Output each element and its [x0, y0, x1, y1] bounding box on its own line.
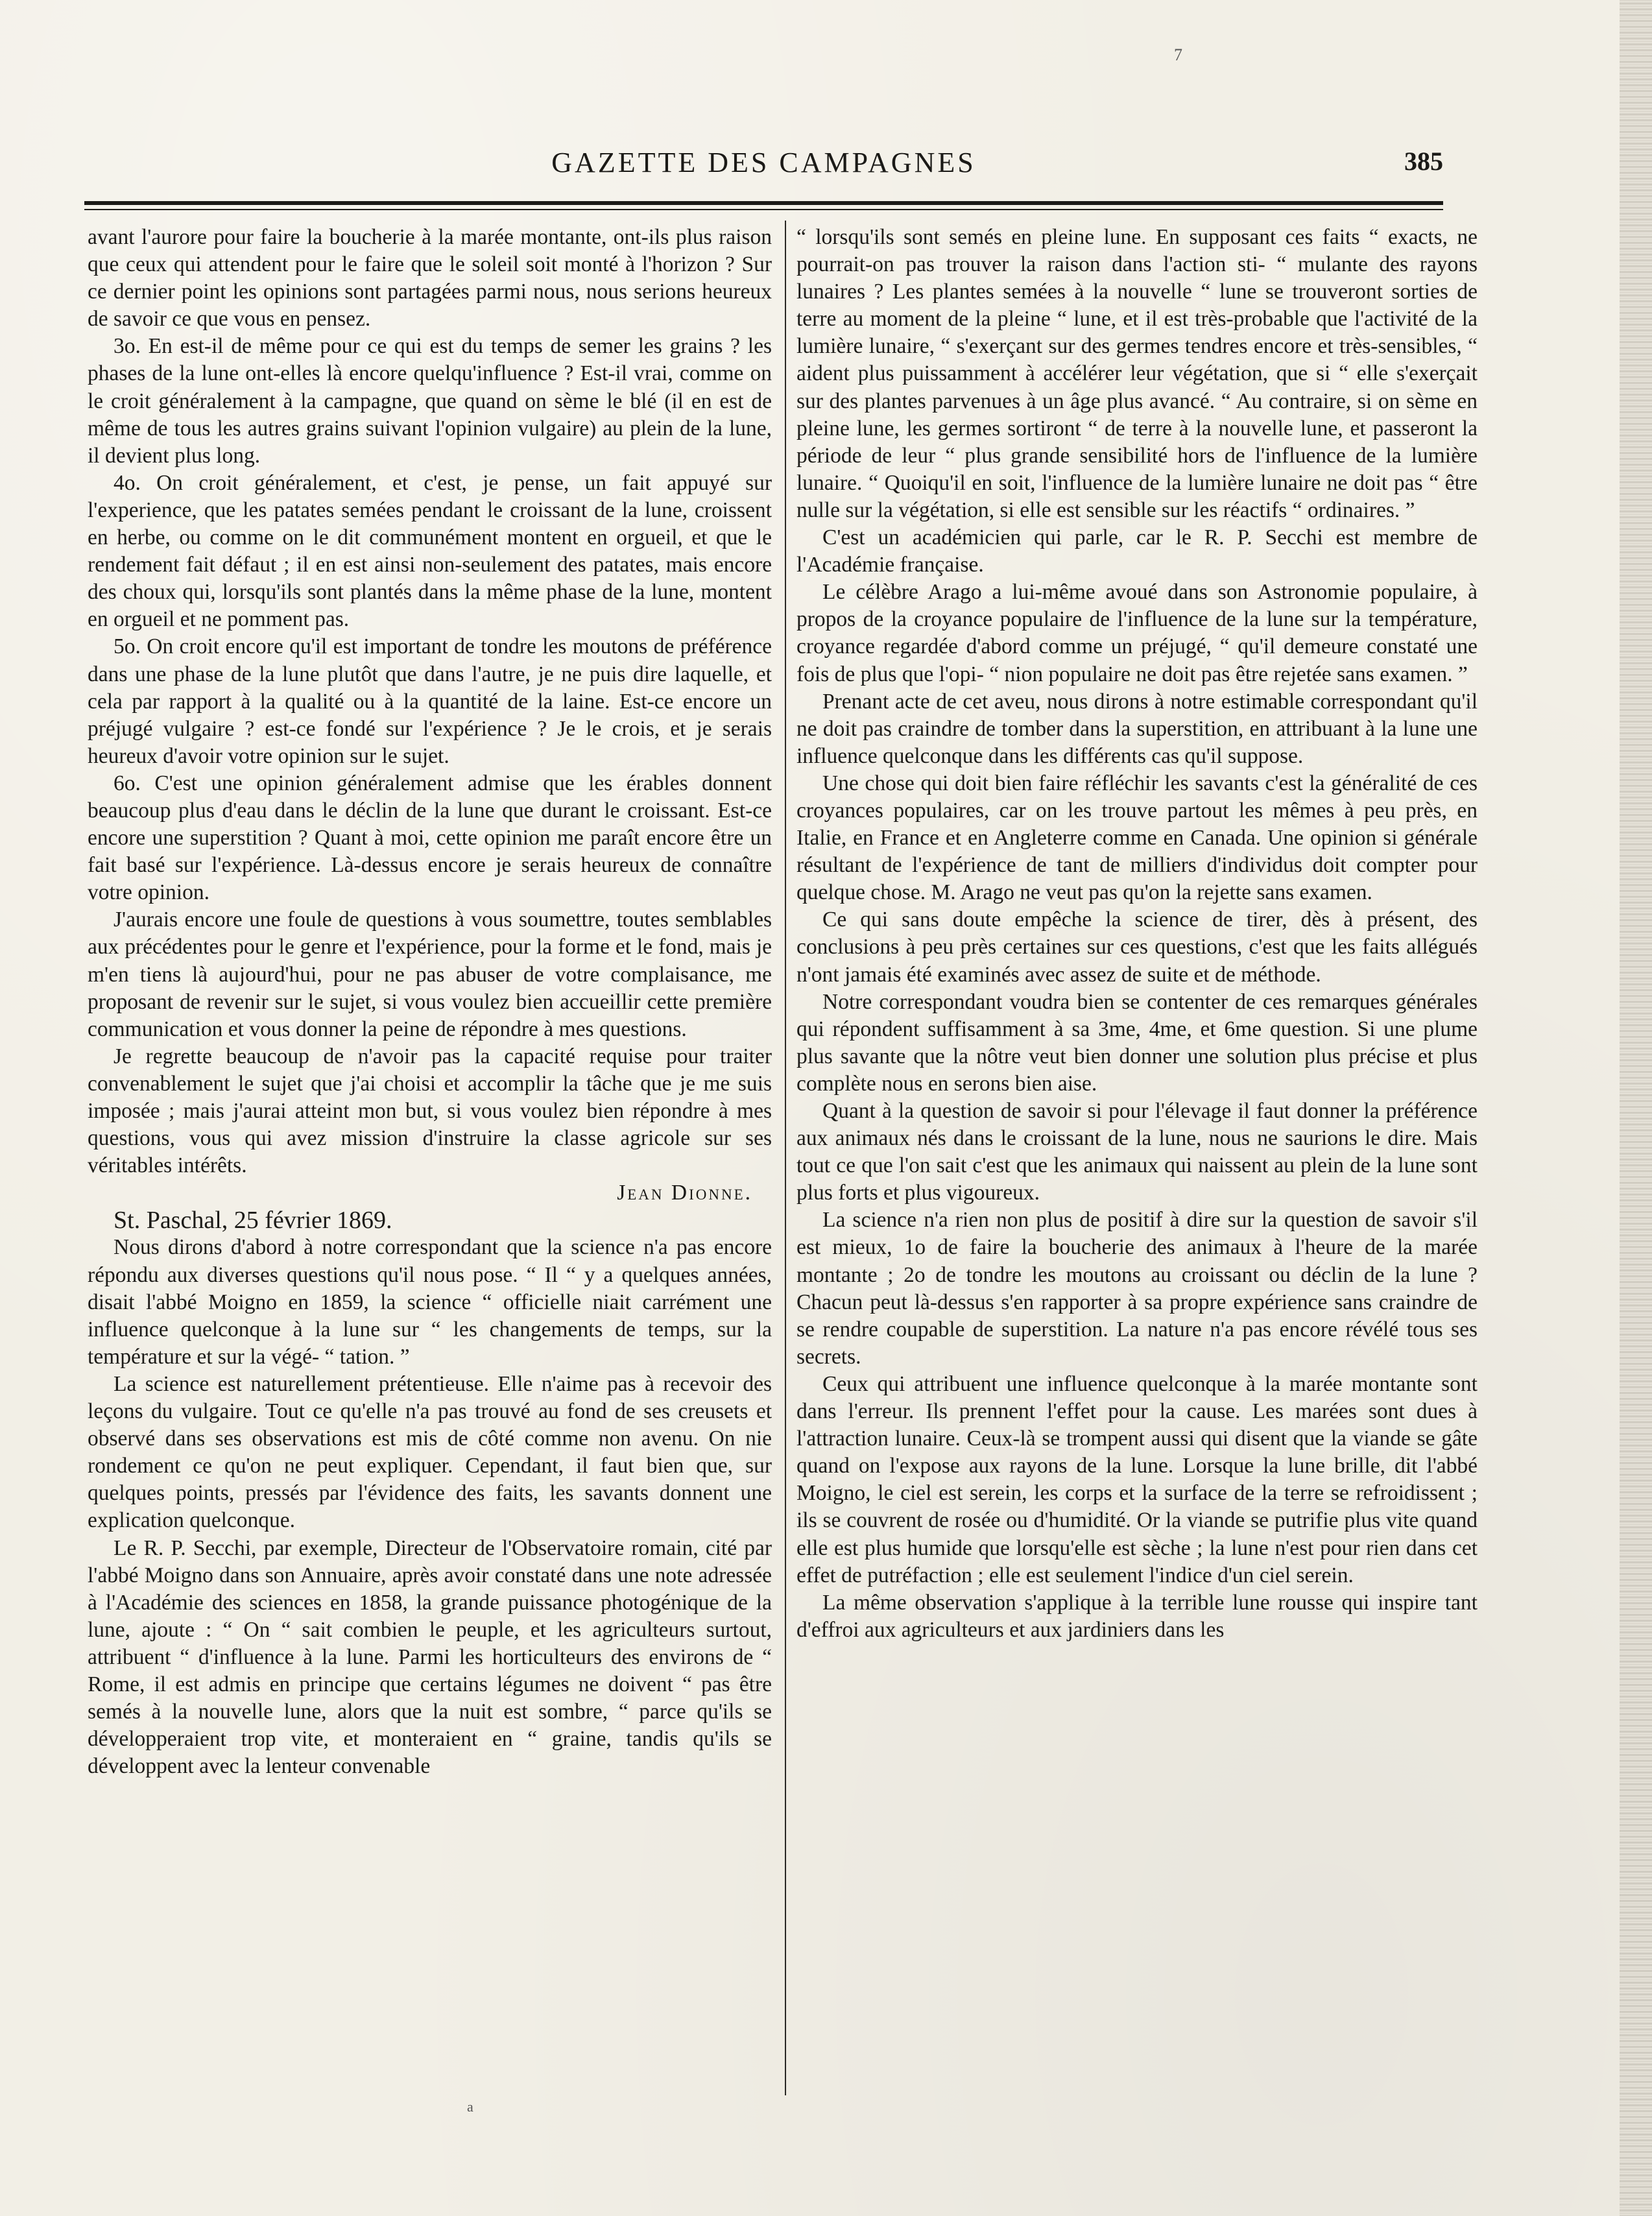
- page-edge-binding: [1620, 0, 1652, 2216]
- paragraph: Le célèbre Arago a lui-même avoué dans son Astronomie populaire, à propos de la croyance populaire de l'influence de la lune sur la température, croyance regardée d'abord comme un préjugé, “ qu'il demeure constaté une fois de plus que l'opi- “ nion populaire ne doit pas être rejetée sans examen. ”: [796, 580, 1478, 686]
- paragraph: Quant à la question de savoir si pour l'élevage il faut donner la préférence aux animaux nés dans le croissant de la lune, nous ne saurions le dire. Mais tout ce que l'on sait c'est que les animaux qui naissent au plein de la lune sont plus forts et plus vigoureux.: [796, 1099, 1478, 1205]
- paragraph: C'est un académicien qui parle, car le R. P. Secchi est membre de l'Académie française.: [796, 525, 1478, 577]
- paragraph: Le R. P. Secchi, par exemple, Directeur de l'Observatoire romain, cité par l'abbé Moigno dans son Annuaire, après avoir constaté dans une note adressée à l'Académie des sciences en 1858, la grande puissance photogénique de la lune, ajoute : “ On “ sait combien le peuple, et les agriculteurs surtout, attribuent “ d'influence à la lune. Parmi les horticulteurs des environs de “ Rome, il est admis en principe que certains légumes ne doivent “ pas être semés à la nouvelle lune, alors que la nuit est sombre, “ parce qu'ils se développeraient trop vite, et monteraient en “ graine, tandis qu'ils se développent avec la lenteur convenable: [88, 1536, 772, 1779]
- header-rule-thick: [84, 201, 1443, 205]
- paragraph: Ce qui sans doute empêche la science de tirer, dès à présent, des conclusions à peu près certaines sur ces questions, c'est que les faits allégués n'ont jamais été examinés avec assez de suite et de méthode.: [796, 908, 1478, 987]
- paragraph: avant l'aurore pour faire la boucherie à la marée montante, ont-ils plus raison que ceux qui attendent pour le faire que le soleil soit monté à l'horizon ? Sur ce dernier point les opinions sont partagées parmi nous, nous serions heureux de savoir ce que vous en pensez.: [88, 225, 772, 331]
- paragraph: J'aurais encore une foule de questions à vous soumettre, toutes semblables aux précédentes pour le genre et l'expérience, pour la forme et le fond, mais je m'en tiens là aujourd'hui, pour ne pas abuser de votre complaisance, me proposant de revenir sur le sujet, si vous voulez bien accueillir cette première communication et vous donner la peine de répondre à mes questions.: [88, 908, 772, 1041]
- paragraph: 5o. On croit encore qu'il est important de tondre les moutons de préférence dans une phase de la lune plutôt que dans l'autre, je ne puis dire laquelle, et cela par rapport à la qualité ou à la quantité de la laine. Est-ce encore un préjugé vulgaire ? est-ce fondé sur l'expérience ? Je le crois, et je serais heureux d'avoir votre opinion sur le sujet.: [88, 634, 772, 768]
- paragraph: Une chose qui doit bien faire réfléchir les savants c'est la généralité de ces croyances populaires, car on les trouve partout les mêmes à peu près, en Italie, en France et en Angleterre comme en Canada. Une opinion si générale résultant de l'expérience de tant de milliers d'individus doit compter pour quelque chose. M. Arago ne veut pas qu'on la rejette sans examen.: [796, 771, 1478, 905]
- paragraph: Ceux qui attribuent une influence quelconque à la marée montante sont dans l'erreur. Ils prennent l'effet pour la cause. Les marées sont dues à l'attraction lunaire. Ceux-là se trompent aussi qui disent que la viande se gâte quand on l'expose aux rayons de la lune. Lorsque la lune brille, dit l'abbé Moigno, le ciel est serein, les corps et la surface de la terre se refroidissent ; ils se couvrent de rosée ou d'humidité. Or la viande se putrifie plus vite quand elle est plus humide que lorsqu'elle est sèche ; la lune n'est pour rien dans cet effet de putréfaction ; elle est seulement l'indice d'un ciel serein.: [796, 1371, 1478, 1587]
- page-number: 385: [1404, 147, 1443, 176]
- paragraph: La science est naturellement prétentieuse. Elle n'aime pas à recevoir des leçons du vulgaire. Tout ce qu'elle n'a pas trouvé au fond de ses creusets et observé dans ses observations est mis de côté comme non avenu. On nie rondement ce qu'on ne peut expliquer. Cependant, il faut bien que, sur quelques points, pressés par l'évidence des faits, les savants donnent une explication quelconque.: [88, 1371, 772, 1533]
- bottom-margin-mark: a: [467, 2099, 473, 2115]
- paragraph: Notre correspondant voudra bien se contenter de ces remarques générales qui répondent suffisamment à sa 3me, 4me, et 6me question. Si une plume plus savante que la nôtre veut bien donner une solution plus précise et plus complète nous en serons bien aise.: [796, 989, 1478, 1096]
- publication-title: GAZETTE DES CAMPAGNES: [551, 147, 976, 178]
- paragraph: La science n'a rien non plus de positif à dire sur la question de savoir s'il est mieux, 1o de faire la boucherie des animaux à l'heure de la marée montante ; 2o de tondre les moutons au croissant ou déclin de la lune ? Chacun peut là-dessus s'en rapporter à sa propre expérience sans craindre de se rendre coupable de superstition. La nature n'a pas encore révélé tous ses secrets.: [796, 1208, 1478, 1369]
- column-divider: [785, 221, 786, 2095]
- author-signature: Jean Dionne.: [617, 1181, 752, 1205]
- paragraph: 6o. C'est une opinion généralement admise que les érables donnent beaucoup plus d'eau dans le déclin de la lune que durant le croissant. Est-ce encore une superstition ? Quant à moi, cette opinion me paraît encore être un fait basé sur l'expérience. Là-dessus encore je serais heureux de connaître votre opinion.: [88, 771, 772, 905]
- paragraph: Prenant acte de cet aveu, nous dirons à notre estimable correspondant qu'il ne doit pas craindre de tomber dans la superstition, en attribuant à la lune une influence quelconque dans les différents cas qu'il suppose.: [796, 689, 1478, 768]
- paragraph: Nous dirons d'abord à notre correspondant que la science n'a pas encore répondu aux diverses questions qu'il nous pose. “ Il “ y a quelques années, disait l'abbé Moigno en 1859, la science “ officielle niait carrément une influence quelconque à la lune sur “ les changements de temps, sur la température et sur la végé- “ tation. ”: [88, 1235, 772, 1369]
- right-column: [796, 224, 1478, 2092]
- page-header: [84, 146, 1443, 185]
- paragraph: 3o. En est-il de même pour ce qui est du temps de semer les grains ? les phases de la lune ont-elles là encore quelqu'influence ? Est-il vrai, comme on le croit généralement à la campagne, que quand on sème le blé (il en est de même de tous les autres grains suivant l'opinion vulgaire) au plein de la lune, il devient plus long.: [88, 334, 772, 468]
- top-margin-mark: 7: [1174, 45, 1182, 64]
- dateline: St. Paschal, 25 février 1869.: [114, 1207, 392, 1234]
- header-rule-thin: [84, 209, 1443, 210]
- paragraph: Je regrette beaucoup de n'avoir pas la capacité requise pour traiter convenablement le sujet que j'ai choisi et accomplir la tâche que je me suis imposée ; mais j'aurai atteint mon but, si vous voulez bien répondre à mes questions, vous qui avez mission d'instruire la classe agricole sur ses véritables intérêts.: [88, 1044, 772, 1178]
- paragraph: 4o. On croit généralement, et c'est, je pense, un fait appuyé sur l'experience, que les patates semées pendant le croissant de la lune, croissent en herbe, ou comme on le dit communément montent en orgueil, et que le rendement fait défaut ; il en est ainsi non-seulement des patates, mais encore des choux qui, lorsqu'ils sont plantés dans la même phase de la lune, montent en orgueil et ne pomment pas.: [88, 470, 772, 632]
- paragraph: “ lorsqu'ils sont semés en pleine lune. En supposant ces faits “ exacts, ne pourrait-on pas trouver la raison dans l'action sti- “ mulante des rayons lunaires ? Les plantes semées à la nouvelle “ lune se trouveront sorties de terre au moment de la pleine “ lune, et il est très-probable que l'activité de la lumière lunaire, “ s'exerçant sur des germes tendres encore et très-sensibles, “ aident plus puissamment à accélérer leur végétation, que si “ elle s'exerçait sur des plantes parvenues à un âge plus avancé. “ Au contraire, si on sème en pleine lune, les germes sortiront “ de terre à la nouvelle lune, et passeront la période de leur “ plus grande sensibilité hors de l'influence de la lumière lunaire. “ Quoiqu'il en soit, l'influence de la lumière lunaire ne doit pas “ être nulle sur la végétation, si elle est sensible sur les réactifs “ ordinaires. ”: [796, 225, 1478, 522]
- paragraph: La même observation s'applique à la terrible lune rousse qui inspire tant d'effroi aux agriculteurs et aux jardiniers dans les: [796, 1590, 1478, 1642]
- left-column: [88, 224, 772, 2092]
